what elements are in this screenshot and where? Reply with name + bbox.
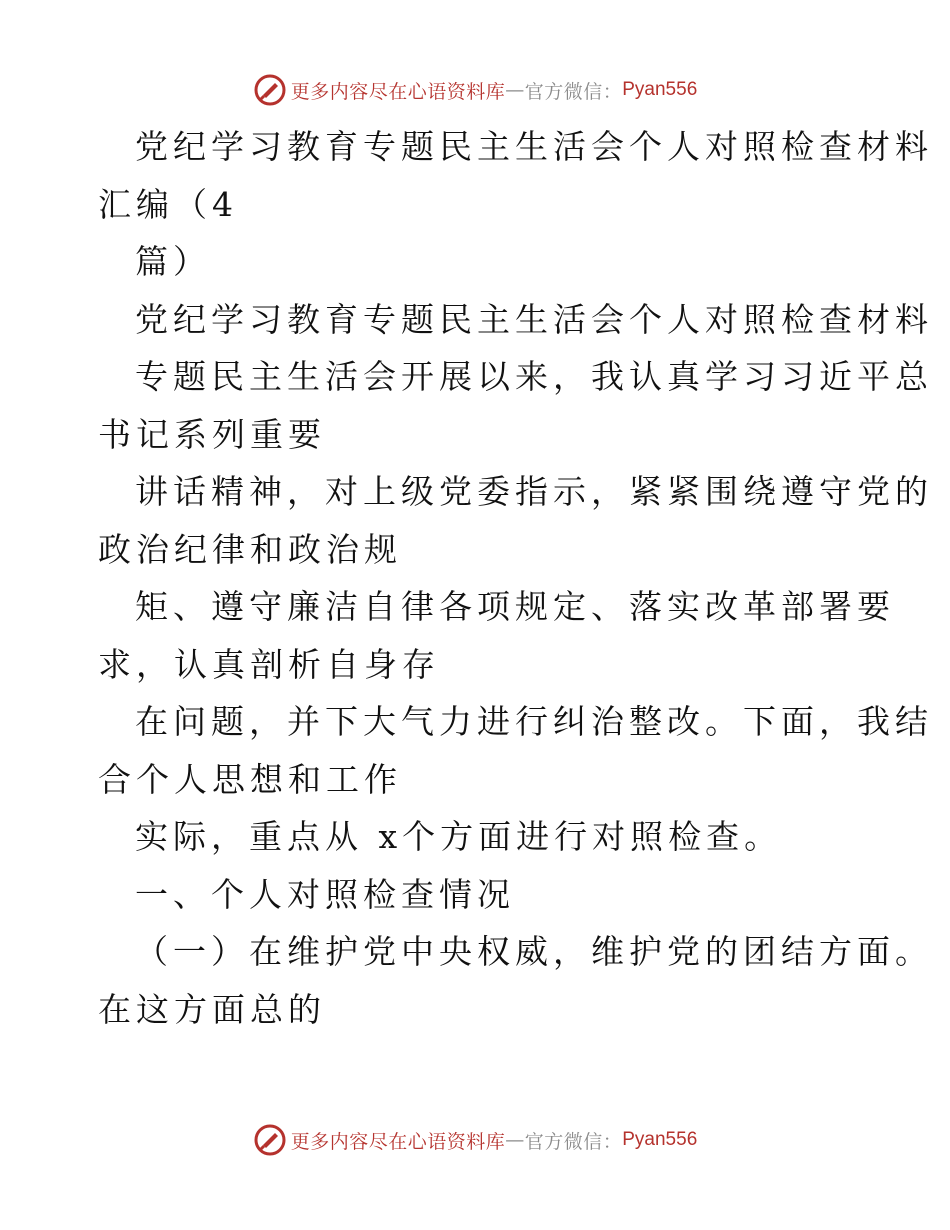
paragraph-line: 政治纪律和政治规 <box>98 529 402 569</box>
watermark-wechat-id: Pyan556 <box>622 1129 698 1150</box>
paragraph-line: 合个人思想和工作 <box>98 759 402 799</box>
library-logo-icon <box>253 1123 287 1157</box>
footer-watermark <box>0 1120 950 1160</box>
watermark-text: 更多内容尽在心语资料库 <box>290 1130 506 1153</box>
watermark-text: 更多内容尽在心语资料库 <box>290 80 506 103</box>
title-line-3: 篇） <box>135 242 211 281</box>
section-heading: 一、个人对照检查情况 <box>135 874 515 914</box>
header-watermark <box>0 70 950 110</box>
title-line-2: 汇编（4 <box>98 184 238 224</box>
watermark-suffix: 官方微信： <box>524 80 623 103</box>
watermark-dash: — <box>505 1129 525 1151</box>
paragraph-line: 在这方面总的 <box>98 989 326 1029</box>
watermark-wechat-id: Pyan556 <box>622 79 698 100</box>
paragraph-line: 实际，重点从 x个方面进行对照检查。 <box>135 817 783 856</box>
paragraph-line: 讲话精神，对上级党委指示，紧紧围绕遵守党的 <box>135 472 933 511</box>
library-logo-icon <box>253 73 287 107</box>
subsection-heading: （一）在维护党中央权威，维护党的团结方面。 <box>135 932 933 971</box>
paragraph-line: 矩、遵守廉洁自律各项规定、落实改革部署要 <box>135 587 895 626</box>
title-line-1: 党纪学习教育专题民主生活会个人对照检查材料 <box>135 127 933 166</box>
watermark-suffix: 官方微信： <box>524 1130 623 1153</box>
watermark-dash: — <box>505 79 525 101</box>
paragraph-line: 在问题，并下大气力进行纠治整改。下面，我结 <box>135 702 933 741</box>
paragraph-line: 书记系列重要 <box>98 414 326 454</box>
paragraph-line: 求，认真剖析自身存 <box>98 644 440 684</box>
document-body <box>98 118 933 1038</box>
subtitle: 党纪学习教育专题民主生活会个人对照检查材料 <box>135 299 933 339</box>
paragraph-line: 专题民主生活会开展以来，我认真学习习近平总 <box>135 357 933 396</box>
